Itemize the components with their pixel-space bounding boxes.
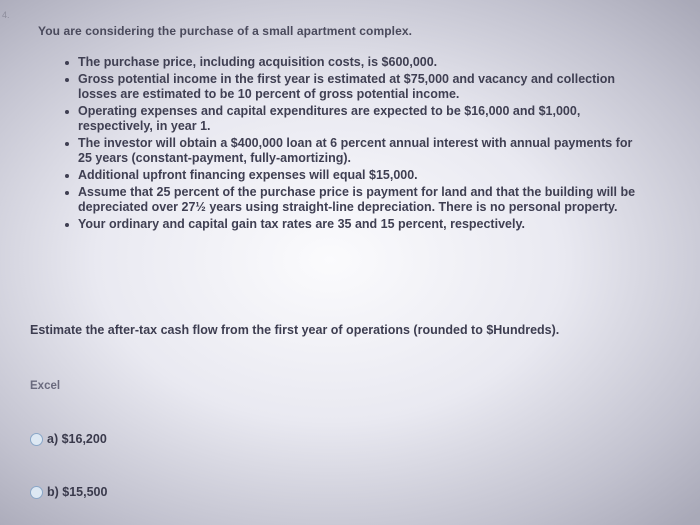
list-item-text: Assume that 25 percent of the purchase price is payment for land and that the building will be depreciated over 27½ years using straight-line depreciation. There is no personal property. <box>78 185 636 214</box>
option-label: a) $16,200 <box>47 432 107 446</box>
excel-link[interactable]: Excel <box>30 380 61 392</box>
list-item <box>78 217 638 232</box>
bullet-icon <box>65 191 69 195</box>
list-item-text: Operating expenses and capital expenditures are expected to be $16,000 and $1,000, respectively, in year 1. <box>78 104 581 133</box>
list-item-text: The investor will obtain a $400,000 loan at 6 percent annual interest with annual payments for 25 years (constant-payment, fully-amortizing). <box>78 136 633 165</box>
list-item-text: The purchase price, including acquisition costs, is $600,000. <box>78 55 438 69</box>
list-item-text: Additional upfront financing expenses will equal $15,000. <box>78 168 418 182</box>
bullet-icon <box>65 78 69 82</box>
list-item <box>78 168 638 183</box>
bullet-icon <box>65 61 69 65</box>
assumption-list <box>78 55 638 234</box>
radio-button[interactable] <box>30 486 43 499</box>
list-item-text: Gross potential income in the first year is estimated at $75,000 and vacancy and collection losses are estimated to be 10 percent of gross potential income. <box>78 72 615 101</box>
option-label: b) $15,500 <box>47 485 108 499</box>
list-item-text: Your ordinary and capital gain tax rates are 35 and 15 percent, respectively. <box>78 217 525 231</box>
radio-button[interactable] <box>30 433 43 446</box>
answer-option-b[interactable] <box>30 485 107 499</box>
answer-option-a[interactable] <box>30 432 107 446</box>
list-item <box>78 55 638 70</box>
bullet-icon <box>65 110 69 114</box>
list-item <box>78 185 638 215</box>
list-item <box>78 136 638 166</box>
question-prompt: Estimate the after-tax cash flow from the first year of operations (rounded to $Hundreds). <box>30 323 560 337</box>
corner-mark: 4. <box>2 10 10 20</box>
bullet-icon <box>65 142 69 146</box>
question-intro: You are considering the purchase of a small apartment complex. <box>38 24 413 38</box>
bullet-icon <box>65 174 69 178</box>
bullet-icon <box>65 223 69 227</box>
list-item <box>78 72 638 102</box>
list-item <box>78 104 638 134</box>
